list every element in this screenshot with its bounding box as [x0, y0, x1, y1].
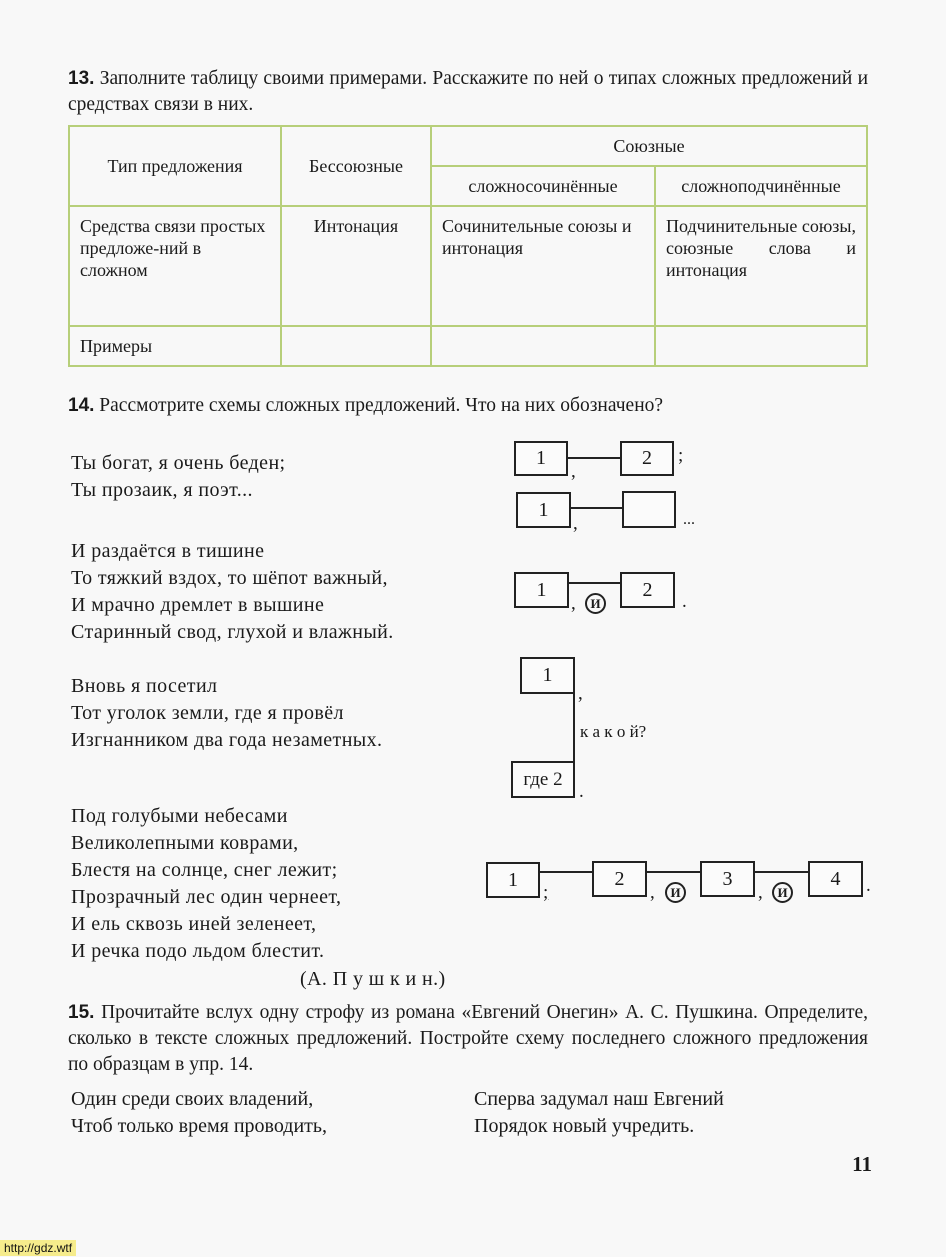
conjunction-i-icon: И: [772, 882, 793, 903]
scheme-box: 2: [620, 572, 675, 608]
comma-mark: ,: [650, 882, 655, 903]
scheme-box: 1: [516, 492, 571, 528]
scheme-box: 1: [520, 657, 575, 694]
task-text: Прочитайте вслух одну строфу из романа «Евгений Онегин» А. С. Пушкина. Определите, сколько в тексте сложных предложений. Постройте схему последнего сложного предложения по образцам в упр. 14.: [68, 1002, 869, 1075]
scheme-box-empty: [622, 491, 676, 528]
poem-3: [71, 673, 382, 754]
task-number: 14.: [68, 395, 95, 416]
page-number: 11: [852, 1152, 872, 1176]
header-complex: сложноподчинённые: [655, 166, 867, 206]
stanza-line: Сперва задумал наш Евгений: [474, 1088, 724, 1110]
poem-line: Блестя на солнце, снег лежит;: [71, 859, 338, 881]
row-means-label: Средства связи простых предложе-ний в сложном: [69, 206, 281, 326]
task-number: 13.: [68, 68, 95, 89]
scheme-box: 1: [514, 572, 569, 608]
stanza-line: Порядок новый учредить.: [474, 1115, 695, 1137]
task-text: Заполните таблицу своими примерами. Расскажите по ней о типах сложных предложений и средствах связи в них.: [68, 68, 869, 115]
scheme-box: 3: [700, 861, 755, 897]
end-mark: ;: [678, 445, 684, 466]
connector-line: [568, 457, 620, 459]
conjunction-i-icon: И: [665, 882, 686, 903]
stanza-right: [474, 1086, 724, 1140]
header-asyndetic: Бессоюзные: [281, 126, 431, 206]
row-examples-asyndetic[interactable]: [281, 326, 431, 366]
poem-line: Под голубыми небесами: [71, 805, 288, 827]
stanza-line: Чтоб только время проводить,: [71, 1115, 328, 1137]
poem-line: Старинный свод, глухой и влажный.: [71, 621, 394, 643]
header-conjunctive: Союзные: [431, 126, 867, 166]
poem-line: Вновь я посетил: [71, 675, 218, 697]
connector-line: [755, 871, 808, 873]
end-mark: .: [579, 781, 584, 802]
poem-line: И раздаётся в тишине: [71, 540, 265, 562]
end-mark: .: [682, 591, 687, 612]
poem-line: То тяжкий вздох, то шёпот важный,: [71, 567, 388, 589]
stanza-left: [71, 1086, 327, 1140]
task-text: Рассмотрите схемы сложных предложений. Что на них обозначено?: [99, 395, 664, 416]
row-means-complex: Подчинительные союзы, союзные слова и интонация: [655, 206, 867, 326]
connector-line: [569, 582, 620, 584]
poem-line: Великолепными коврами,: [71, 832, 299, 854]
poem-4: [71, 803, 341, 965]
scheme-box: 1: [514, 441, 568, 476]
comma-mark: ,: [571, 461, 576, 482]
comma-mark: ,: [573, 513, 578, 534]
connector-line: [571, 507, 622, 509]
sentence-types-table: [68, 125, 868, 367]
poem-line: И ель сквозь иней зеленеет,: [71, 913, 317, 935]
task-14: [68, 393, 868, 419]
comma-mark: ,: [578, 683, 583, 704]
header-compound: сложносочинённые: [431, 166, 655, 206]
row-examples-complex[interactable]: [655, 326, 867, 366]
poem-author: (А. П у ш к и н.): [300, 968, 446, 990]
row-examples-label: Примеры: [69, 326, 281, 366]
question-label: к а к о й?: [580, 722, 647, 741]
comma-mark: ,: [571, 593, 576, 614]
end-mark: ...: [683, 511, 695, 528]
conjunction-i-icon: И: [585, 593, 606, 614]
task-15: [68, 1000, 868, 1078]
semicolon-mark: ;: [543, 882, 549, 903]
connector-line: [540, 871, 592, 873]
comma-mark: ,: [758, 882, 763, 903]
task-13: [68, 66, 868, 118]
scheme-box: 2: [620, 441, 674, 476]
poem-line: Прозрачный лес один чернеет,: [71, 886, 342, 908]
row-examples-compound[interactable]: [431, 326, 655, 366]
poem-line: Ты прозаик, я поэт...: [71, 479, 253, 501]
row-means-compound: Сочинительные союзы и интонация: [431, 206, 655, 326]
poem-1: [71, 450, 286, 504]
scheme-box: 4: [808, 861, 863, 897]
connector-line-vertical: [573, 694, 575, 762]
header-type: Тип предложения: [69, 126, 281, 206]
watermark-link[interactable]: http://gdz.wtf: [0, 1240, 76, 1256]
end-mark: .: [866, 875, 871, 896]
scheme-box: 2: [592, 861, 647, 897]
poem-line: Тот уголок земли, где я провёл: [71, 702, 344, 724]
scheme-box: 1: [486, 862, 540, 898]
poem-2: [71, 538, 394, 646]
stanza-line: Один среди своих владений,: [71, 1088, 314, 1110]
poem-line: И мрачно дремлет в вышине: [71, 594, 325, 616]
row-means-asyndetic: Интонация: [281, 206, 431, 326]
poem-line: Ты богат, я очень беден;: [71, 452, 286, 474]
scheme-box: где 2: [511, 761, 575, 798]
task-number: 15.: [68, 1002, 95, 1023]
connector-line: [647, 871, 700, 873]
poem-line: И речка подо льдом блестит.: [71, 940, 325, 962]
poem-line: Изгнанником два года незаметных.: [71, 729, 383, 751]
